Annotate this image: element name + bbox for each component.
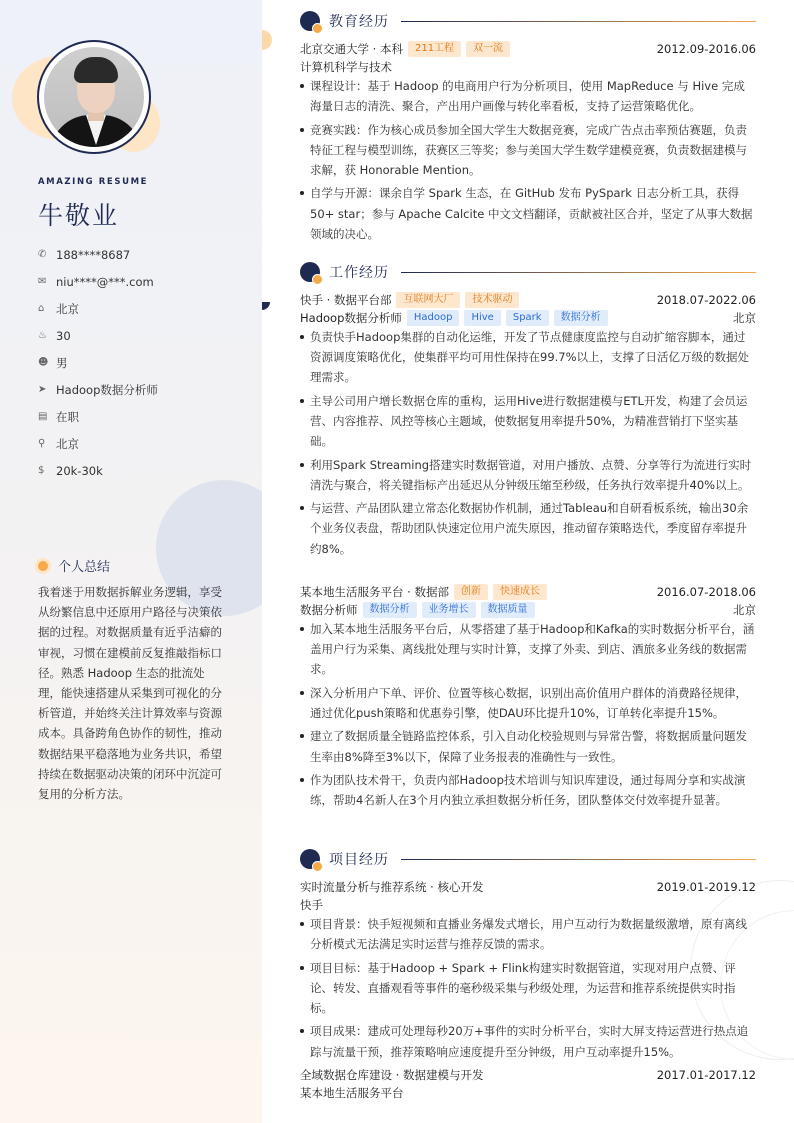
skill-tag: 业务增长 — [422, 602, 476, 618]
list-item: 项目成果：建成可处理每秒20万+事件的实时分析平台，实时大屏支持运营进行热点追踪与流量干预，推荐策略响应速度提升至分钟级，用户互动率提升15%。 — [300, 1021, 756, 1061]
summary-text: 我着迷于用数据拆解业务逻辑，享受从纷繁信息中还原用户路径与决策依据的过程。对数据质量有近乎洁癖的审视，习惯在建模前反复推敲指标口径。熟悉 Hadoop 生态的批流处理，能快速搭建从采集到可视化的分析管道，并始终关注计算效率与资源成本。具备跨角色协作的韧性，推动数据结果平稳落地为业务共识，希望持续在数据驱动决策的闭环中沉淀可复用的分析方法。 — [38, 585, 222, 802]
project-org: 某本地生活服务平台 — [300, 1086, 404, 1100]
list-item: 主导公司用户增长数据仓库的重构，运用Hive进行数据建模与ETL开发，构建了会员运营、内容推荐、风控等核心主题域，使数据复用率提升50%，为精准营销打下坚实基础。 — [300, 391, 756, 452]
phone-icon: ✆ — [38, 249, 47, 260]
skill-tag: Spark — [506, 310, 549, 326]
list-item: 自学与开源：课余自学 Spark 生态，在 GitHub 发布 PySpark 日志分析工具，获得 50+ star；参与 Apache Calcite 中文文档翻译，贡献被社区合并，坚定了从事大数据领域的决心。 — [300, 183, 756, 244]
section-icon — [300, 849, 320, 869]
section-heading-projects — [300, 848, 756, 870]
send-icon: ➤ — [38, 384, 47, 395]
job-role-row — [300, 309, 756, 327]
gender-icon: ☻ — [38, 357, 49, 368]
job-bullets — [300, 327, 756, 562]
location-icon: ⚲ — [38, 438, 46, 449]
job-date: 2018.07-2022.06 — [656, 293, 756, 307]
project-bullets — [300, 914, 756, 1065]
project-org-row — [300, 1084, 756, 1102]
job-city: 北京 — [733, 311, 756, 325]
major: 计算机科学与技术 — [300, 60, 392, 74]
list-item: 建立了数据质量全链路监控体系，引入自动化校验规则与异常告警，将数据质量问题发生率由8%降至3%以下，保障了业务报表的准确性与一致性。 — [300, 726, 756, 766]
summary-heading — [38, 556, 110, 575]
skill-tag: 数据分析 — [554, 310, 608, 326]
section-heading-education — [300, 10, 756, 32]
summary-dot-icon — [38, 561, 48, 571]
skill-tag: 数据质量 — [481, 602, 535, 618]
avatar — [37, 40, 151, 154]
list-item: 与运营、产品团队建立常态化数据协作机制，通过Tableau和自研看板系统，输出30余个业务仪表盘，帮助团队快速定位用户流失原因，推动留存策略迭代，季度留存率提升约8%。 — [300, 498, 756, 559]
list-item: 项目目标：基于Hadoop + Spark + Flink构建实时数据管道，实现对用户点赞、评论、转发、直播观看等事件的毫秒级采集与秒级处理，为运营和推荐系统提供实时指标。 — [300, 958, 756, 1019]
company-name: 快手 · 数据平台部 — [300, 293, 392, 307]
candidate-name: 牛敬业 — [38, 201, 120, 230]
cake-icon: ♨ — [38, 330, 47, 341]
company-tag: 互联网大厂 — [396, 292, 460, 308]
decorative-quarter-circle — [262, 302, 270, 310]
list-item: 课程设计：基于 Hadoop 的电商用户行为分析项目，使用 MapReduce 与 Hive 完成海量日志的清洗、聚合，产出用户画像与转化率看板，支持了运营策略优化。 — [300, 76, 756, 116]
info-item-status: ▤ 在职 — [38, 409, 79, 424]
project-date: 2019.01-2019.12 — [656, 880, 756, 894]
job-role-row — [300, 601, 756, 619]
info-item-gender: ☻ 男 — [38, 355, 68, 370]
company-tag: 快速成长 — [493, 584, 547, 600]
job-role: Hadoop数据分析师 — [300, 311, 402, 325]
job-header — [300, 291, 756, 309]
list-item: 负责快手Hadoop集群的自动化运维，开发了节点健康度监控与自动扩缩容脚本，通过资源调度策略优化，使集群平均可用性保持在99.7%以上，支撑了日活亿万级的数据处理需求。 — [300, 327, 756, 388]
resume-tagline: AMAZING RESUME — [38, 177, 149, 187]
job-date: 2016.07-2018.06 — [656, 585, 756, 599]
summary-title: 个人总结 — [58, 560, 111, 575]
section-divider — [401, 272, 756, 273]
school-tag: 211工程 — [408, 41, 461, 57]
info-item-phone: ✆ 188****8687 — [38, 247, 131, 262]
info-item-residence: ⌂ 北京 — [38, 301, 79, 316]
section-title: 项目经历 — [329, 852, 389, 868]
job-header — [300, 583, 756, 601]
skill-tag: 数据分析 — [363, 602, 417, 618]
company-tag: 创新 — [454, 584, 488, 600]
project-org-row — [300, 896, 756, 914]
list-item: 项目背景：快手短视频和直播业务爆发式增长，用户互动行为数据量级激增，原有离线分析模式无法满足实时运营与推荐反馈的需求。 — [300, 914, 756, 954]
home-icon: ⌂ — [38, 303, 45, 314]
info-item-salary: $ 20k-30k — [38, 463, 103, 478]
avatar-photo — [44, 47, 144, 147]
education-bullets — [300, 76, 756, 247]
briefcase-icon: ▤ — [38, 411, 48, 422]
section-divider — [401, 859, 756, 860]
project-header — [300, 1066, 756, 1084]
education-major-row — [300, 58, 756, 76]
list-item: 作为团队技术骨干，负责内部Hadoop技术培训与知识库建设，通过每周分享和实战演练，帮助4名新人在3个月内独立承担数据分析任务，团队整体交付效率提升显著。 — [300, 770, 756, 810]
list-item: 竞赛实践：作为核心成员参加全国大学生大数据竞赛，完成广告点击率预估赛题，负责特征工程与模型训练，获赛区三等奖；参与美国大学生数学建模竞赛，负责数据建模与求解，获 Honorable Mention。 — [300, 120, 756, 181]
section-title: 工作经历 — [329, 265, 389, 281]
school-tag: 双一流 — [466, 41, 510, 57]
info-item-age: ♨ 30 — [38, 328, 71, 343]
info-item-email: ✉ niu****@***.com — [38, 274, 154, 289]
list-item: 利用Spark Streaming搭建实时数据管道，对用户播放、点赞、分享等行为流进行实时清洗与聚合，将关键指标产出延迟从分钟级压缩至秒级，任务执行效率提升40%以上。 — [300, 455, 756, 495]
project-name: 全域数据仓库建设 · 数据建模与开发 — [300, 1068, 484, 1082]
skill-tag: Hive — [464, 310, 500, 326]
project-org: 快手 — [300, 898, 323, 912]
project-date: 2017.01-2017.12 — [656, 1068, 756, 1082]
project-header — [300, 878, 756, 896]
info-item-location: ⚲ 北京 — [38, 436, 79, 451]
contact-info-list — [38, 241, 158, 484]
mail-icon: ✉ — [38, 276, 47, 287]
section-title: 教育经历 — [329, 14, 389, 30]
education-header — [300, 40, 756, 58]
salary-icon: $ — [38, 465, 45, 476]
company-tag: 技术驱动 — [465, 292, 519, 308]
job-role: 数据分析师 — [300, 603, 358, 617]
list-item: 深入分析用户下单、评价、位置等核心数据，识别出高价值用户群体的消费路径规律，通过优化push策略和优惠券引擎，使DAU环比提升10%，订单转化率提升15%。 — [300, 683, 756, 723]
info-item-position: ➤ Hadoop数据分析师 — [38, 382, 158, 397]
skill-tag: Hadoop — [407, 310, 460, 326]
section-icon — [300, 262, 320, 282]
section-divider — [401, 21, 756, 22]
school-name: 北京交通大学 · 本科 — [300, 42, 403, 56]
sidebar — [0, 0, 262, 1123]
section-icon — [300, 11, 320, 31]
decorative-half-circle — [262, 30, 272, 50]
list-item: 加入某本地生活服务平台后，从零搭建了基于Hadoop和Kafka的实时数据分析平台，涵盖用户行为采集、离线批处理与实时计算，支撑了外卖、到店、酒旅多业务线的数据需求。 — [300, 619, 756, 680]
education-date: 2012.09-2016.06 — [656, 42, 756, 56]
job-city: 北京 — [733, 603, 756, 617]
company-name: 某本地生活服务平台 · 数据部 — [300, 585, 449, 599]
project-name: 实时流量分析与推荐系统 · 核心开发 — [300, 880, 484, 894]
job-bullets — [300, 619, 756, 814]
section-heading-work — [300, 261, 756, 283]
